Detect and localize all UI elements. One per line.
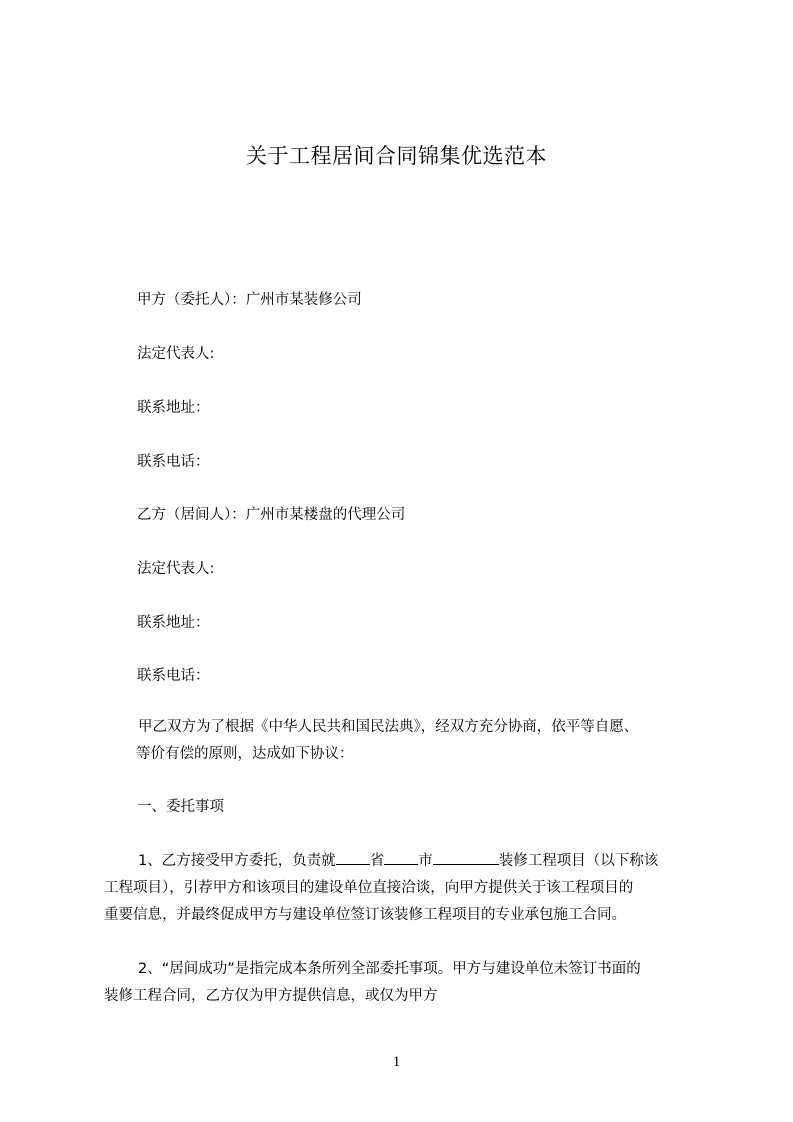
clause-2 (104, 956, 704, 1010)
city-blank (384, 849, 418, 865)
clause-1-line-2: 工程项目），引荐甲方和该项目的建设单位直接洽谈，向甲方提供关于该工程项目的 (104, 880, 634, 896)
clause-2-line-1: 2、“居间成功”是指完成本条所列全部委托事项。甲方与建设单位未签订书面的 (138, 961, 641, 977)
party-b-address: 联系地址： (137, 615, 210, 631)
clause-1-text-b: 省 (369, 853, 385, 869)
party-a-representative: 法定代表人: (137, 346, 215, 362)
party-a-name: 甲方（委托人）：广州市某装修公司 (137, 292, 362, 308)
intro-paragraph (104, 714, 704, 768)
clause-2-line-2: 装修工程合同，乙方仅为甲方提供信息，或仅为甲方 (104, 988, 438, 1004)
section-1-heading: 一、委托事项 (137, 799, 224, 815)
clause-1-line-1 (104, 848, 704, 875)
project-blank (433, 849, 499, 865)
clause-1 (104, 848, 704, 929)
clause-1-text-c: 市 (418, 853, 433, 869)
clause-1-text-d: 装修工程项目（以下称该 (498, 853, 659, 869)
page-number: 1 (392, 1054, 401, 1070)
party-b-phone: 联系电话： (137, 668, 210, 684)
party-a-address: 联系地址： (137, 400, 210, 416)
clause-1-text-a: 1、乙方接受甲方委托，负责就 (138, 853, 336, 869)
party-a-phone: 联系电话： (137, 454, 210, 470)
intro-line-1: 甲乙双方为了根据《中华人民共和国民法典》，经双方充分协商，依平等自愿、 (138, 719, 639, 735)
document-title: 关于工程居间合同锦集优选范本 (246, 144, 547, 168)
intro-line-2: 等价有偿的原则，达成如下协议： (136, 746, 354, 762)
clause-1-line-3: 重要信息，并最终促成甲方与建设单位签订该装修工程项目的专业承包施工合同。 (104, 907, 626, 923)
party-b-representative: 法定代表人: (137, 561, 215, 577)
province-blank (336, 849, 370, 865)
party-b-name: 乙方（居间人）：广州市某楼盘的代理公司 (137, 507, 406, 523)
